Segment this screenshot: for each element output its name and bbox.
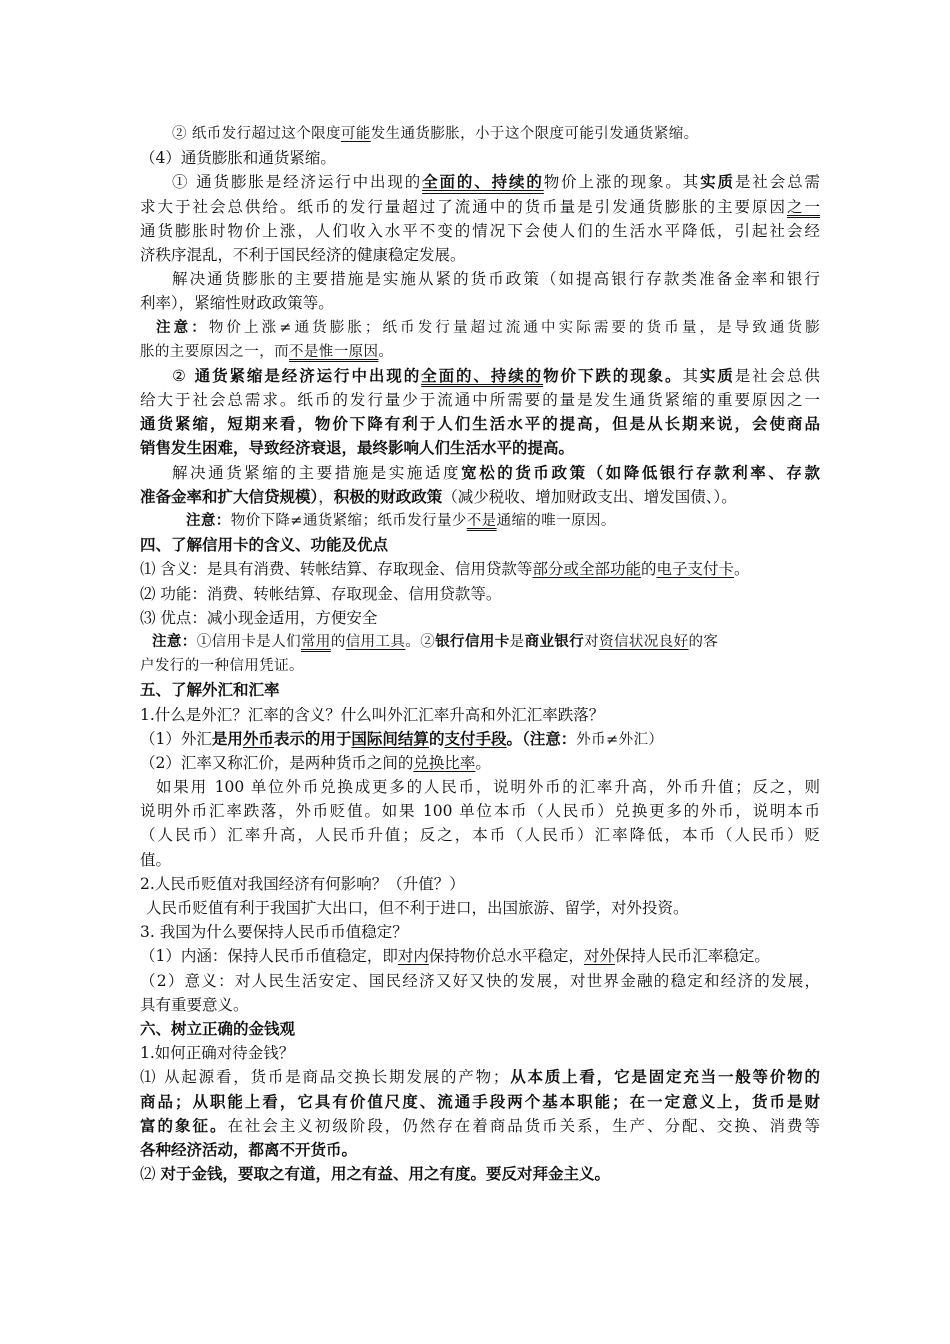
text-line <box>140 267 820 291</box>
text-segment: 表示的用于 <box>273 728 352 748</box>
text-segment: 物价上涨的现象。其 <box>543 173 701 192</box>
text-segment: 是社会总供 <box>734 366 820 385</box>
section-heading <box>140 678 820 702</box>
text-segment: 注意： <box>152 632 197 650</box>
text-line <box>140 243 820 267</box>
text-line <box>140 291 820 315</box>
text-segment: 信用工具 <box>345 633 406 650</box>
text-line <box>140 1162 820 1186</box>
text-segment: 宽松的货币政策（如降低银行存款利率、存款 <box>461 462 820 482</box>
text-segment: 。（注意： <box>506 728 577 748</box>
text-line <box>140 630 820 654</box>
text-segment: ⑴ 从起源看，货币是商品交换长期发展的产物； <box>140 1068 509 1087</box>
text-line <box>140 848 820 872</box>
text-line <box>140 412 820 436</box>
text-segment: 从本质上看，它是固定充当一般等价物的 <box>508 1067 820 1087</box>
text-segment: 电子支付卡 <box>656 560 734 579</box>
text-segment: （2）意义：对人民生活安定、国民经济又好又快的发展，对世界金融的稳定和经济的发展， <box>140 971 820 990</box>
text-segment: 不是 <box>466 513 497 529</box>
text-line <box>140 485 820 509</box>
text-line <box>140 1090 820 1114</box>
text-line <box>140 436 820 460</box>
text-segment: （人民币）汇率升高，人民币升值；反之，本币（人民币）汇率降低，本币（人民币）贬 <box>140 826 820 845</box>
text-segment: 济秩序混乱，不利于国民经济的健康稳定发展。 <box>140 245 466 264</box>
text-segment: ② <box>172 366 195 385</box>
text-line <box>140 557 820 581</box>
section-heading <box>140 533 820 557</box>
text-segment: ⑶ 优点：减小现金适用，方便安全 <box>140 608 378 627</box>
text-segment: 对 <box>584 633 600 650</box>
text-line <box>140 340 820 364</box>
text-line <box>140 969 820 993</box>
text-segment: 物价上涨≠通货膨胀；纸币发行量超过流通中实际需要的货币量，是导致通货膨 <box>208 319 820 336</box>
text-segment: 2.人民币贬值对我国经济有何影响？（升值？） <box>140 874 465 893</box>
text-segment: 外币 <box>242 728 274 748</box>
text-segment: 富的象征。 <box>140 1115 228 1135</box>
text-segment: 物价下降≠通货紧缩；纸币发行量少 <box>230 513 467 529</box>
text-segment: 常用 <box>301 633 331 650</box>
text-line <box>140 703 820 727</box>
text-segment: 1.什么是外汇？汇率的含义？什么叫外汇汇率升高和外汇汇率跌落？ <box>140 705 605 724</box>
text-segment: 1.如何正确对待金钱？ <box>140 1044 295 1063</box>
text-line <box>140 316 820 340</box>
document-page <box>140 122 820 1186</box>
text-segment: （4）通货膨胀和通货紧缩。 <box>140 149 336 168</box>
text-segment: 实质 <box>699 365 735 385</box>
text-segment: 部分或全部功能 <box>532 560 641 579</box>
text-line <box>140 823 820 847</box>
text-line <box>140 219 820 243</box>
text-line <box>140 1041 820 1065</box>
text-segment: ⑵ 功能：消费、转帐结算、存取现金、信用贷款等。 <box>140 584 502 603</box>
text-segment: 全面的、持续的 <box>421 365 544 385</box>
text-segment: 保持人民币汇率稳定。 <box>614 947 770 966</box>
text-segment: 的 <box>640 560 657 579</box>
text-line <box>140 170 820 194</box>
text-segment: 的 <box>330 633 346 650</box>
text-segment: 给大于社会总需求。纸币的发行量少于流通中所需要的量是发生通货紧缩的重要原因之一 <box>140 391 820 410</box>
text-segment: ， <box>318 487 334 506</box>
text-line <box>140 122 820 146</box>
text-segment: 解决通货膨胀的主要措施是实施从紧的货币政策（如提高银行存款类准备金率和银行 <box>172 270 820 289</box>
text-segment: 的客 <box>688 633 719 650</box>
text-segment: 保持物价总水平稳定， <box>428 947 584 966</box>
text-segment: （1）内涵：保持人民币币值稳定，即 <box>140 947 398 966</box>
text-line <box>140 461 820 485</box>
text-segment: 通货紧缩是经济运行中出现的 <box>194 365 422 385</box>
text-line <box>140 364 820 388</box>
text-segment: （1）外汇 <box>140 729 212 748</box>
text-line <box>140 799 820 823</box>
text-segment: 具有重要意义。 <box>140 995 249 1014</box>
text-segment: 如果用 100 单位外币兑换成更多的人民币，说明外币的汇率升高，外币升值；反之，则 <box>156 778 820 797</box>
text-segment: 。 <box>378 343 394 360</box>
text-segment: 全面的、持续的 <box>422 172 544 192</box>
text-segment: 通货膨胀时物价上涨，人们收入水平不变的情况下会使人们的生活水平降低，引起社会经 <box>140 221 820 240</box>
text-segment: 。 <box>733 560 750 579</box>
text-line <box>140 944 820 968</box>
text-segment: 各种经济活动，都离不开货币。 <box>140 1139 358 1159</box>
text-segment: 说明外币汇率跌落，外币贬值。如果 100 单位本币（人民币）兑换更多的外币，说明本币 <box>140 802 820 821</box>
text-segment: 国际间结算 <box>351 728 429 748</box>
text-line <box>140 582 820 606</box>
text-line <box>140 606 820 630</box>
text-segment: ① 通货膨胀是经济运行中出现的 <box>172 173 423 192</box>
section-heading <box>140 1017 820 1041</box>
text-line <box>140 920 820 944</box>
text-segment: 外币≠外汇） <box>576 731 664 748</box>
text-segment: 不是惟一原因 <box>289 343 379 360</box>
text-line <box>140 727 820 751</box>
text-line <box>140 509 820 533</box>
text-segment: 通缩的唯一原因。 <box>496 513 616 529</box>
text-segment: 销售发生困难，导致经济衰退，最终影响人们生活水平的提高。 <box>140 438 575 458</box>
text-segment: 是 <box>509 633 525 650</box>
text-line <box>140 872 820 896</box>
text-segment: 在社会主义初级阶段，仍然存在着商品货币关系，生产、分配、交换、消费等 <box>227 1116 820 1135</box>
text-segment: 。 <box>475 753 491 772</box>
text-segment: 人民币贬值有利于我国扩大出口，但不利于进口，出国旅游、留学，对外投资。 <box>146 899 689 917</box>
text-line <box>140 388 820 412</box>
text-segment: 解决通货紧缩的主要措施是实施适度 <box>172 463 462 482</box>
text-segment: 3. 我国为什么要保持人民币币值稳定？ <box>140 923 408 942</box>
text-segment: 其 <box>682 366 700 385</box>
text-segment: 支付手段 <box>444 728 507 748</box>
text-segment: 商品；从职能上看，它具有价值尺度、流通手段两个基本职能；在一定意义上，货币是财 <box>140 1091 820 1111</box>
text-segment: ①信用卡是人们 <box>196 633 302 650</box>
text-segment: 物价下跌的现象。 <box>543 365 683 385</box>
text-segment: 积极的财政政策 <box>333 486 443 506</box>
text-line <box>140 195 820 219</box>
text-segment: 利率），紧缩性财政政策等。 <box>140 294 334 313</box>
text-segment: 。② <box>405 633 436 650</box>
text-segment: 银行信用卡 <box>435 632 510 650</box>
text-segment: （2）汇率又称汇价，是两种货币之间的 <box>140 753 414 772</box>
text-segment: 可能 <box>340 126 371 142</box>
text-segment: 胀的主要原因之一，而 <box>140 343 289 360</box>
text-segment: 准备金率和扩大信贷规模） <box>140 486 319 506</box>
text-segment: 通货紧缩，短期来看，物价下降有利于人们生活水平的提高，但是从长期来说，会使商品 <box>140 414 820 434</box>
text-segment: ⑵ <box>140 1165 161 1184</box>
text-line <box>140 1138 820 1162</box>
text-segment: 资信状况良好 <box>599 633 689 650</box>
text-line <box>140 896 820 920</box>
text-segment: 对于金钱，要取之有道，用之有益、用之有度。要反对拜金主义。 <box>160 1164 610 1184</box>
text-line <box>140 775 820 799</box>
text-segment: 是用 <box>211 728 243 748</box>
text-segment: 之一 <box>787 197 820 216</box>
text-segment: 对内 <box>397 947 429 966</box>
text-segment: 是社会总需 <box>734 173 820 192</box>
text-segment: 实质 <box>700 172 735 192</box>
text-segment: 对外 <box>583 947 615 966</box>
text-segment: 兑换比率 <box>413 753 476 772</box>
text-segment: 五、了解外汇和汇率 <box>140 680 280 700</box>
text-line <box>140 993 820 1017</box>
text-segment: 发生通货膨胀，小于这个限度可能引发通货紧缩。 <box>370 126 699 142</box>
text-segment: （减少税收、增加财政支出、增发国债、）。 <box>442 487 737 506</box>
text-segment: 的 <box>428 728 445 748</box>
text-segment: 注意： <box>186 512 231 529</box>
text-segment: 四、了解信用卡的含义、功能及优点 <box>140 535 389 555</box>
text-segment: 注意： <box>156 318 209 336</box>
text-segment: 求大于社会总供给。纸币的发行量超过了流通中的货币量是引发通货膨胀的主要原因 <box>140 197 787 216</box>
text-line <box>140 751 820 775</box>
text-segment: ⑴ 含义：是具有消费、转帐结算、存取现金、信用贷款等 <box>140 560 533 579</box>
text-line <box>140 654 820 678</box>
text-segment: ② 纸币发行超过这个限度 <box>172 126 341 142</box>
text-segment: 值。 <box>140 850 172 869</box>
text-segment: 户发行的一种信用凭证。 <box>140 658 304 675</box>
text-segment: 六、树立正确的金钱观 <box>140 1018 296 1038</box>
text-line <box>140 1065 820 1089</box>
text-segment: 商业银行 <box>524 632 585 650</box>
text-line <box>140 1114 820 1138</box>
text-line <box>140 146 820 170</box>
